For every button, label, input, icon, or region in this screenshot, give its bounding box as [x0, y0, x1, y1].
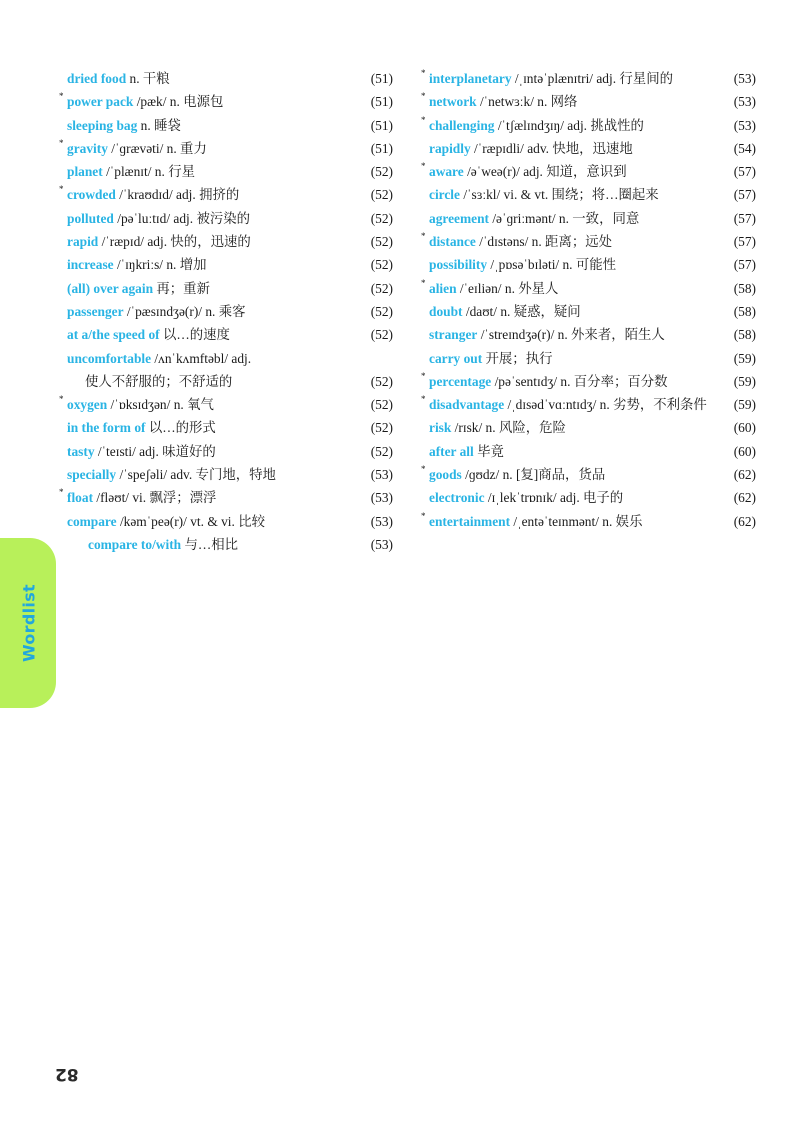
wordlist-entry — [56, 323, 393, 346]
page-reference: (51) — [370, 94, 393, 110]
headword: oxygen — [67, 397, 108, 413]
starred-marker: * — [59, 394, 64, 405]
starred-marker: * — [421, 394, 426, 405]
wordlist-entry — [56, 253, 393, 276]
wordlist-entry — [418, 393, 756, 416]
headword: gravity — [67, 140, 108, 156]
wordlist-entry — [418, 463, 756, 486]
entry-text — [67, 207, 250, 230]
page-reference: (57) — [733, 210, 756, 226]
headword: risk — [429, 420, 452, 436]
definition: /ˌentəˈteɪnmənt/ n. 娱乐 — [510, 513, 643, 529]
definition: 开展；执行 — [482, 350, 553, 366]
definition: /kəmˈpeə(r)/ vt. & vi. 比较 — [116, 513, 265, 529]
entry-text — [67, 137, 207, 160]
wordlist-entry — [418, 137, 756, 160]
entry-text — [429, 160, 627, 183]
definition: 与…相比 — [181, 536, 239, 552]
entry-text — [429, 277, 558, 300]
wordlist-entry — [56, 114, 393, 137]
page-reference: (58) — [733, 280, 756, 296]
entry-text — [429, 253, 616, 276]
definition: /ʌnˈkʌmftəbl/ adj. — [151, 350, 252, 366]
headword: passenger — [67, 303, 124, 319]
entry-text — [67, 183, 239, 206]
entry-text — [429, 486, 623, 509]
wordlist-entry — [56, 486, 393, 509]
wordlist-entry — [418, 67, 756, 90]
entry-text — [67, 67, 170, 90]
page-reference: (59) — [733, 350, 756, 366]
entry-text — [429, 323, 665, 346]
wordlist-entry — [56, 67, 393, 90]
headword: at a/the speed of — [67, 327, 160, 343]
wordlist-entry — [56, 463, 393, 486]
entry-text — [429, 510, 642, 533]
page-reference: (52) — [370, 257, 393, 273]
headword: crowded — [67, 187, 116, 203]
definition: /ˈkraʊdɪd/ adj. 拥挤的 — [115, 187, 240, 203]
entry-text — [67, 463, 276, 486]
headword: entertainment — [429, 513, 511, 529]
wordlist-entry — [56, 183, 393, 206]
entry-text — [67, 90, 223, 113]
starred-marker: * — [421, 510, 426, 521]
page-reference: (57) — [733, 257, 756, 273]
wordlist-entry — [418, 230, 756, 253]
headword: rapidly — [429, 140, 471, 156]
page-reference: (60) — [733, 420, 756, 436]
entry-text — [429, 393, 707, 416]
page-reference: (58) — [733, 303, 756, 319]
entry-text — [67, 160, 195, 183]
page-reference: (51) — [370, 140, 393, 156]
entry-text — [429, 300, 581, 323]
entry-text — [429, 90, 577, 113]
wordlist-left-column — [56, 67, 393, 556]
page-reference: (62) — [733, 513, 756, 529]
entry-text — [67, 230, 251, 253]
definition: /ˈɪŋkriːs/ n. 增加 — [113, 257, 207, 273]
definition: /ˈræpɪdli/ adv. 快地，迅速地 — [470, 140, 633, 156]
starred-marker: * — [421, 161, 426, 172]
headword: float — [67, 490, 94, 506]
wordlist-entry — [56, 300, 393, 323]
headword: in the form of — [67, 420, 146, 436]
wordlist-entry — [418, 416, 756, 439]
headword: network — [429, 94, 477, 110]
definition: /ˈstreɪndʒə(r)/ n. 外来者，陌生人 — [477, 327, 665, 343]
page-reference: (52) — [370, 280, 393, 296]
wordlist-entry — [56, 416, 393, 439]
wordlist-entry — [418, 510, 756, 533]
headword: distance — [429, 234, 476, 250]
entry-text — [429, 207, 639, 230]
wordlist-entry — [418, 90, 756, 113]
wordlist-entry — [418, 183, 756, 206]
headword: after all — [429, 443, 474, 459]
wordlist-entry — [418, 347, 756, 370]
entry-text — [67, 440, 216, 463]
starred-marker: * — [59, 184, 64, 195]
starred-marker: * — [421, 68, 426, 78]
headword: dried food — [67, 71, 127, 86]
wordlist-entry — [418, 486, 756, 509]
wordlist-entry — [56, 510, 393, 533]
starred-marker: * — [59, 487, 64, 498]
wordlist-entry — [56, 347, 393, 370]
wordlist-entry — [56, 160, 393, 183]
page-reference: (53) — [733, 117, 756, 133]
definition: /pæk/ n. 电源包 — [133, 94, 224, 110]
starred-marker: * — [421, 91, 426, 102]
page-reference: (53) — [370, 513, 393, 529]
wordlist-entry — [56, 277, 393, 300]
entry-text — [429, 347, 552, 370]
entry-text — [429, 440, 504, 463]
wordlist-entry — [418, 160, 756, 183]
definition: /ˈeɪliən/ n. 外星人 — [456, 280, 559, 296]
page-reference: (52) — [370, 234, 393, 250]
definition: n. 睡袋 — [137, 117, 181, 133]
headword: circle — [429, 187, 460, 203]
definition: 以…的形式 — [145, 420, 216, 436]
definition: /ˈdɪstəns/ n. 距离；远处 — [475, 234, 613, 250]
headword: possibility — [429, 257, 488, 273]
entry-text — [429, 137, 633, 160]
page-reference: (52) — [370, 397, 393, 413]
headword: (all) over again — [67, 280, 154, 296]
starred-marker: * — [59, 91, 64, 102]
definition: 再；重新 — [153, 280, 210, 296]
wordlist-entry — [56, 207, 393, 230]
headword: percentage — [429, 373, 492, 389]
entry-text — [67, 114, 181, 137]
wordlist-entry — [56, 137, 393, 160]
page-reference: (53) — [370, 467, 393, 483]
entry-text — [67, 347, 251, 370]
headword: sleeping bag — [67, 117, 138, 133]
definition: /daʊt/ n. 疑惑，疑问 — [462, 303, 581, 319]
definition: /ˈplænɪt/ n. 行星 — [102, 164, 195, 180]
definition: /ˈɒksɪdʒən/ n. 氧气 — [107, 397, 214, 413]
page-reference: (57) — [733, 234, 756, 250]
page-reference: (51) — [370, 117, 393, 133]
definition: n. 干粮 — [126, 71, 170, 86]
page-reference: (52) — [370, 187, 393, 203]
definition: /ˌpɒsəˈbɪləti/ n. 可能性 — [487, 257, 617, 273]
page-reference: (52) — [370, 210, 393, 226]
starred-marker: * — [59, 137, 64, 148]
headword: tasty — [67, 443, 95, 459]
entry-text — [67, 277, 210, 300]
page-reference: (51) — [370, 71, 393, 86]
page-reference: (52) — [370, 420, 393, 436]
wordlist-entry — [418, 440, 756, 463]
entry-text — [67, 416, 216, 439]
page-reference: (60) — [733, 443, 756, 459]
entry-text — [67, 300, 246, 323]
wordlist-entry — [418, 253, 756, 276]
wordlist-entry — [56, 90, 393, 113]
entry-text — [429, 463, 605, 486]
entry-text — [67, 510, 265, 533]
definition: /əˈweə(r)/ adj. 知道，意识到 — [463, 164, 627, 180]
page-reference: (57) — [733, 164, 756, 180]
starred-marker: * — [421, 231, 426, 242]
headword: compare to/with — [88, 536, 182, 552]
headword: agreement — [429, 210, 489, 226]
definition: /ˈnetwɜːk/ n. 网络 — [476, 94, 578, 110]
headword: alien — [429, 280, 457, 296]
entry-text — [429, 230, 612, 253]
wordlist-entry — [418, 370, 756, 393]
headword: disadvantage — [429, 397, 505, 413]
headword: goods — [429, 467, 462, 483]
entry-text — [429, 416, 566, 439]
headword: power pack — [67, 94, 134, 110]
definition: /əˈɡriːmənt/ n. 一致，同意 — [488, 210, 640, 226]
entry-text — [67, 323, 230, 346]
headword: challenging — [429, 117, 495, 133]
wordlist-entry — [418, 300, 756, 323]
headword: rapid — [67, 234, 99, 250]
definition: /ˌdɪsədˈvɑːntɪdʒ/ n. 劣势，不利条件 — [504, 397, 707, 413]
definition: /rɪsk/ n. 风险，危险 — [451, 420, 566, 436]
headword: carry out — [429, 350, 483, 366]
definition: /pəˈsentɪdʒ/ n. 百分率；百分数 — [491, 373, 668, 389]
definition: /ˈspeʃəli/ adv. 专门地，特地 — [116, 467, 276, 483]
page-reference: (59) — [733, 397, 756, 413]
entry-text — [88, 533, 238, 556]
page-reference: (62) — [733, 490, 756, 506]
entry-text — [429, 183, 659, 206]
page-reference: (58) — [733, 327, 756, 343]
headword: aware — [429, 164, 464, 180]
definition: 以…的速度 — [159, 327, 230, 343]
wordlist-entry — [418, 277, 756, 300]
headword: polluted — [67, 210, 114, 226]
entry-text — [429, 114, 644, 137]
headword: uncomfortable — [67, 350, 152, 366]
wordlist-entry — [56, 370, 393, 393]
entry-text — [85, 370, 232, 393]
page-reference: (53) — [370, 490, 393, 506]
page-reference: (52) — [370, 443, 393, 459]
page-reference: (53) — [733, 71, 756, 86]
definition: /ˈteɪsti/ adj. 味道好的 — [94, 443, 216, 459]
wordlist-entry — [56, 230, 393, 253]
starred-marker: * — [421, 114, 426, 125]
page-reference: (53) — [733, 94, 756, 110]
wordlist-entry — [418, 207, 756, 230]
wordlist-entry — [56, 440, 393, 463]
page-reference: (52) — [370, 373, 393, 389]
page-number: 82 — [55, 1064, 79, 1084]
definition: /ˈpæsɪndʒə(r)/ n. 乘客 — [123, 303, 246, 319]
definition: /fləʊt/ vi. 飘浮；漂浮 — [93, 490, 217, 506]
wordlist-entry — [56, 393, 393, 416]
definition: /ˈtʃælɪndʒɪŋ/ adj. 挑战性的 — [494, 117, 644, 133]
wordlist-right-column — [418, 67, 756, 533]
wordlist-entry — [56, 533, 393, 556]
wordlist-entry — [418, 114, 756, 137]
definition: /ˈsɜːkl/ vi. & vt. 围绕；将…圈起来 — [459, 187, 659, 203]
headword: compare — [67, 513, 117, 529]
page-reference: (52) — [370, 327, 393, 343]
page-reference: (54) — [733, 140, 756, 156]
starred-marker: * — [421, 370, 426, 381]
entry-text — [429, 67, 673, 90]
page-reference: (59) — [733, 373, 756, 389]
starred-marker: * — [421, 277, 426, 288]
entry-text — [67, 393, 214, 416]
definition: /ˈɡrævəti/ n. 重力 — [107, 140, 207, 156]
entry-text — [67, 253, 207, 276]
entry-text — [429, 370, 668, 393]
definition: /pəˈluːtɪd/ adj. 被污染的 — [113, 210, 251, 226]
page-reference: (52) — [370, 303, 393, 319]
starred-marker: * — [421, 464, 426, 475]
headword: stranger — [429, 327, 478, 343]
headword: specially — [67, 467, 117, 483]
headword: planet — [67, 164, 103, 180]
wordlist-entry — [418, 323, 756, 346]
page-reference: (53) — [370, 536, 393, 552]
definition: /ˌɪntəˈplænɪtri/ adj. 行星间的 — [511, 71, 673, 86]
entry-text — [67, 486, 216, 509]
headword: interplanetary — [429, 71, 512, 86]
definition: 毕竟 — [473, 443, 504, 459]
headword: doubt — [429, 303, 463, 319]
headword: increase — [67, 257, 114, 273]
page-reference: (62) — [733, 467, 756, 483]
page-reference: (57) — [733, 187, 756, 203]
headword: electronic — [429, 490, 485, 506]
definition: /ɡʊdz/ n. [复]商品，货品 — [461, 467, 606, 483]
wordlist-tab-label: Wordlist — [19, 584, 39, 662]
definition: /ɪˌlekˈtrɒnɪk/ adj. 电子的 — [484, 490, 624, 506]
page-reference: (52) — [370, 164, 393, 180]
definition: /ˈræpɪd/ adj. 快的，迅速的 — [98, 234, 251, 250]
definition: 使人不舒服的；不舒适的 — [85, 373, 233, 389]
